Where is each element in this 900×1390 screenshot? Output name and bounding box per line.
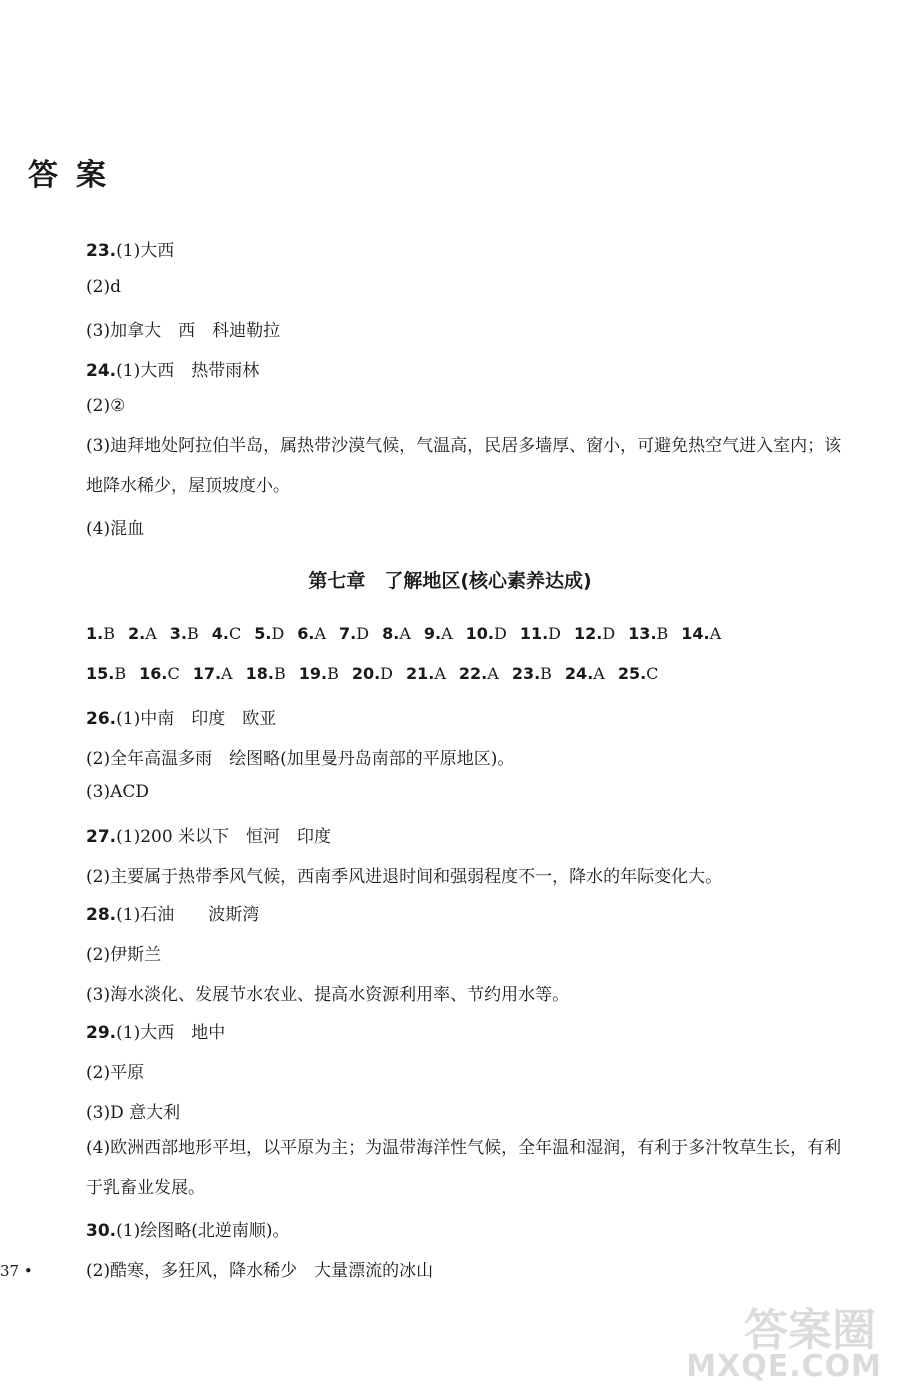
answer-line [86, 426, 856, 506]
mc-answer [574, 624, 615, 643]
mc-answer-letter: A [593, 664, 605, 683]
answer-line [86, 822, 331, 847]
answer-line [86, 940, 161, 965]
question-number: 28. [86, 905, 117, 925]
mc-answer [254, 624, 284, 643]
mc-answer-letter: D [271, 624, 285, 643]
mc-answer-letter: B [114, 664, 127, 683]
mc-answer-letter: B [656, 624, 669, 643]
mc-answer-letter: C [167, 664, 180, 683]
mc-answer [618, 664, 659, 683]
mc-answer-letter: A [487, 664, 499, 683]
mc-question-number: 23. [511, 664, 541, 683]
answer-text: (3)加拿大 西 科迪勒拉 [86, 321, 281, 341]
mc-question-number: 20. [351, 664, 381, 683]
mc-question-number: 24. [564, 664, 594, 683]
mc-answer [86, 664, 126, 683]
mc-question-number: 1. [86, 624, 104, 643]
answer-line [86, 782, 149, 802]
answer-text: (1)200 米以下 恒河 印度 [116, 827, 332, 847]
mc-answer [170, 624, 199, 643]
answer-text: (2)② [86, 396, 126, 416]
answer-text: (1)大西 地中 [116, 1023, 226, 1043]
mc-answer-letter: A [441, 624, 453, 643]
mc-answers-row-2 [86, 664, 671, 683]
mc-answer [628, 624, 668, 643]
answer-line [86, 1128, 856, 1208]
mc-answer-letter: B [103, 624, 115, 643]
mc-question-number: 2. [127, 624, 146, 643]
mc-answer [424, 624, 453, 643]
answer-line [86, 1098, 180, 1123]
mc-question-number: 10. [465, 624, 494, 643]
mc-answer-letter: B [273, 664, 286, 683]
mc-question-number: 19. [298, 664, 328, 683]
mc-answer-letter: B [540, 664, 552, 683]
mc-question-number: 14. [681, 624, 710, 643]
mc-answer-letter: D [494, 624, 507, 643]
mc-answer-letter: D [380, 664, 393, 683]
mc-question-number: 18. [245, 664, 274, 683]
mc-question-number: 6. [297, 624, 315, 643]
mc-question-number: 17. [192, 664, 222, 683]
mc-question-number: 16. [139, 664, 168, 683]
answer-text: (2)主要属于热带季风气候，西南季风进退时间和强弱程度不一，降水的年际变化大。 [86, 867, 723, 887]
mc-answer [466, 624, 507, 643]
mc-question-number: 4. [211, 624, 229, 643]
mc-question-number: 3. [169, 624, 187, 643]
answer-line [86, 514, 144, 539]
mc-answer-letter: A [709, 624, 722, 643]
watermark [686, 1294, 886, 1384]
question-number: 26. [86, 709, 117, 729]
mc-question-number: 11. [519, 624, 549, 643]
answer-text: (1)大西 [116, 241, 175, 261]
mc-question-number: 15. [86, 664, 115, 683]
mc-answer [382, 624, 411, 643]
mc-answer-letter: C [228, 624, 242, 643]
answer-line [86, 1018, 225, 1043]
mc-answer [139, 664, 180, 683]
mc-answer-letter: C [646, 664, 659, 683]
mc-answer-letter: A [434, 664, 446, 683]
mc-answer-letter: D [548, 624, 561, 643]
mc-answer [459, 664, 499, 683]
mc-question-number: 21. [406, 664, 435, 683]
watermark-logo: 答案圈 [744, 1305, 876, 1356]
answer-text: (3)迪拜地处阿拉伯半岛，属热带沙漠气候，气温高，民居多墙厚、窗小，可避免热空气进入室内；该地降水稀少，屋顶坡度小。 [86, 436, 842, 496]
mc-answer-letter: A [221, 664, 233, 683]
answer-text: (1)绘图略(北逆南顺)。 [116, 1221, 290, 1241]
answer-line [86, 980, 569, 1005]
mc-answer [565, 664, 605, 683]
mc-answer [681, 624, 721, 643]
answer-line [86, 1256, 433, 1281]
answer-text: (1)大西 热带雨林 [116, 361, 260, 381]
answer-line [86, 316, 280, 341]
mc-question-number: 22. [458, 664, 488, 683]
mc-question-number: 25. [617, 664, 647, 683]
answer-text: (3)ACD [86, 782, 149, 802]
answer-text: (2)酷寒，多狂风，降水稀少 大量漂流的冰山 [86, 1261, 434, 1281]
mc-answer-letter: B [186, 624, 199, 643]
answer-line [86, 1058, 144, 1083]
answer-text: (2)d [86, 277, 121, 297]
mc-answer-letter: D [602, 624, 616, 643]
mc-answer [339, 624, 369, 643]
answer-text: (2)全年高温多雨 绘图略(加里曼丹岛南部的平原地区)。 [86, 749, 515, 769]
question-number: 23. [86, 241, 117, 261]
mc-answer [193, 664, 233, 683]
mc-answer-letter: A [399, 624, 411, 643]
mc-answer [86, 624, 115, 643]
mc-question-number: 9. [423, 624, 442, 643]
mc-answer [299, 664, 339, 683]
mc-question-number: 12. [574, 624, 603, 643]
mc-answer [246, 664, 286, 683]
answer-line [86, 862, 722, 887]
mc-question-number: 8. [382, 624, 400, 643]
answer-line [86, 744, 514, 769]
answer-line [86, 356, 259, 381]
answer-line [86, 277, 121, 297]
answer-text: (2)伊斯兰 [86, 945, 162, 965]
page-heading: 答案 [28, 158, 124, 193]
mc-answer [352, 664, 393, 683]
answer-line [86, 236, 174, 261]
answer-line [86, 704, 276, 729]
answer-text: (1)中南 印度 欧亚 [116, 709, 277, 729]
answer-text: (1)石油 波斯湾 [116, 905, 260, 925]
mc-question-number: 5. [254, 624, 272, 643]
question-number: 24. [86, 361, 117, 381]
answer-text: (4)混血 [86, 519, 145, 539]
mc-answer-letter: D [356, 624, 370, 643]
mc-answer [520, 624, 561, 643]
answer-line [86, 1216, 289, 1241]
question-number: 27. [86, 827, 117, 847]
mc-answer [406, 664, 446, 683]
mc-answer [297, 624, 326, 643]
mc-answer-letter: A [145, 624, 157, 643]
page-number: 37 • [0, 1262, 33, 1280]
mc-question-number: 7. [339, 624, 357, 643]
watermark-site: MXQE.COM [686, 1349, 882, 1384]
mc-answer [512, 664, 552, 683]
mc-answer [212, 624, 241, 643]
answer-text: (3)D 意大利 [86, 1103, 181, 1123]
answer-text: (4)欧洲西部地形平坦，以平原为主；为温带海洋性气候，全年温和湿润，有利于多汁牧草生长，有利于乳畜业发展。 [86, 1138, 842, 1198]
answer-text: (3)海水淡化、发展节水农业、提高水资源利用率、节约用水等。 [86, 985, 570, 1005]
answer-line [86, 900, 259, 925]
chapter-title: 第七章 了解地区(核心素养达成) [308, 570, 592, 592]
mc-answer-letter: B [327, 664, 339, 683]
mc-question-number: 13. [628, 624, 657, 643]
mc-answers-row-1 [86, 624, 734, 643]
answer-line [86, 396, 125, 416]
question-number: 29. [86, 1023, 117, 1043]
mc-answer [128, 624, 157, 643]
question-number: 30. [86, 1221, 117, 1241]
answer-text: (2)平原 [86, 1063, 145, 1083]
mc-answer-letter: A [314, 624, 327, 643]
